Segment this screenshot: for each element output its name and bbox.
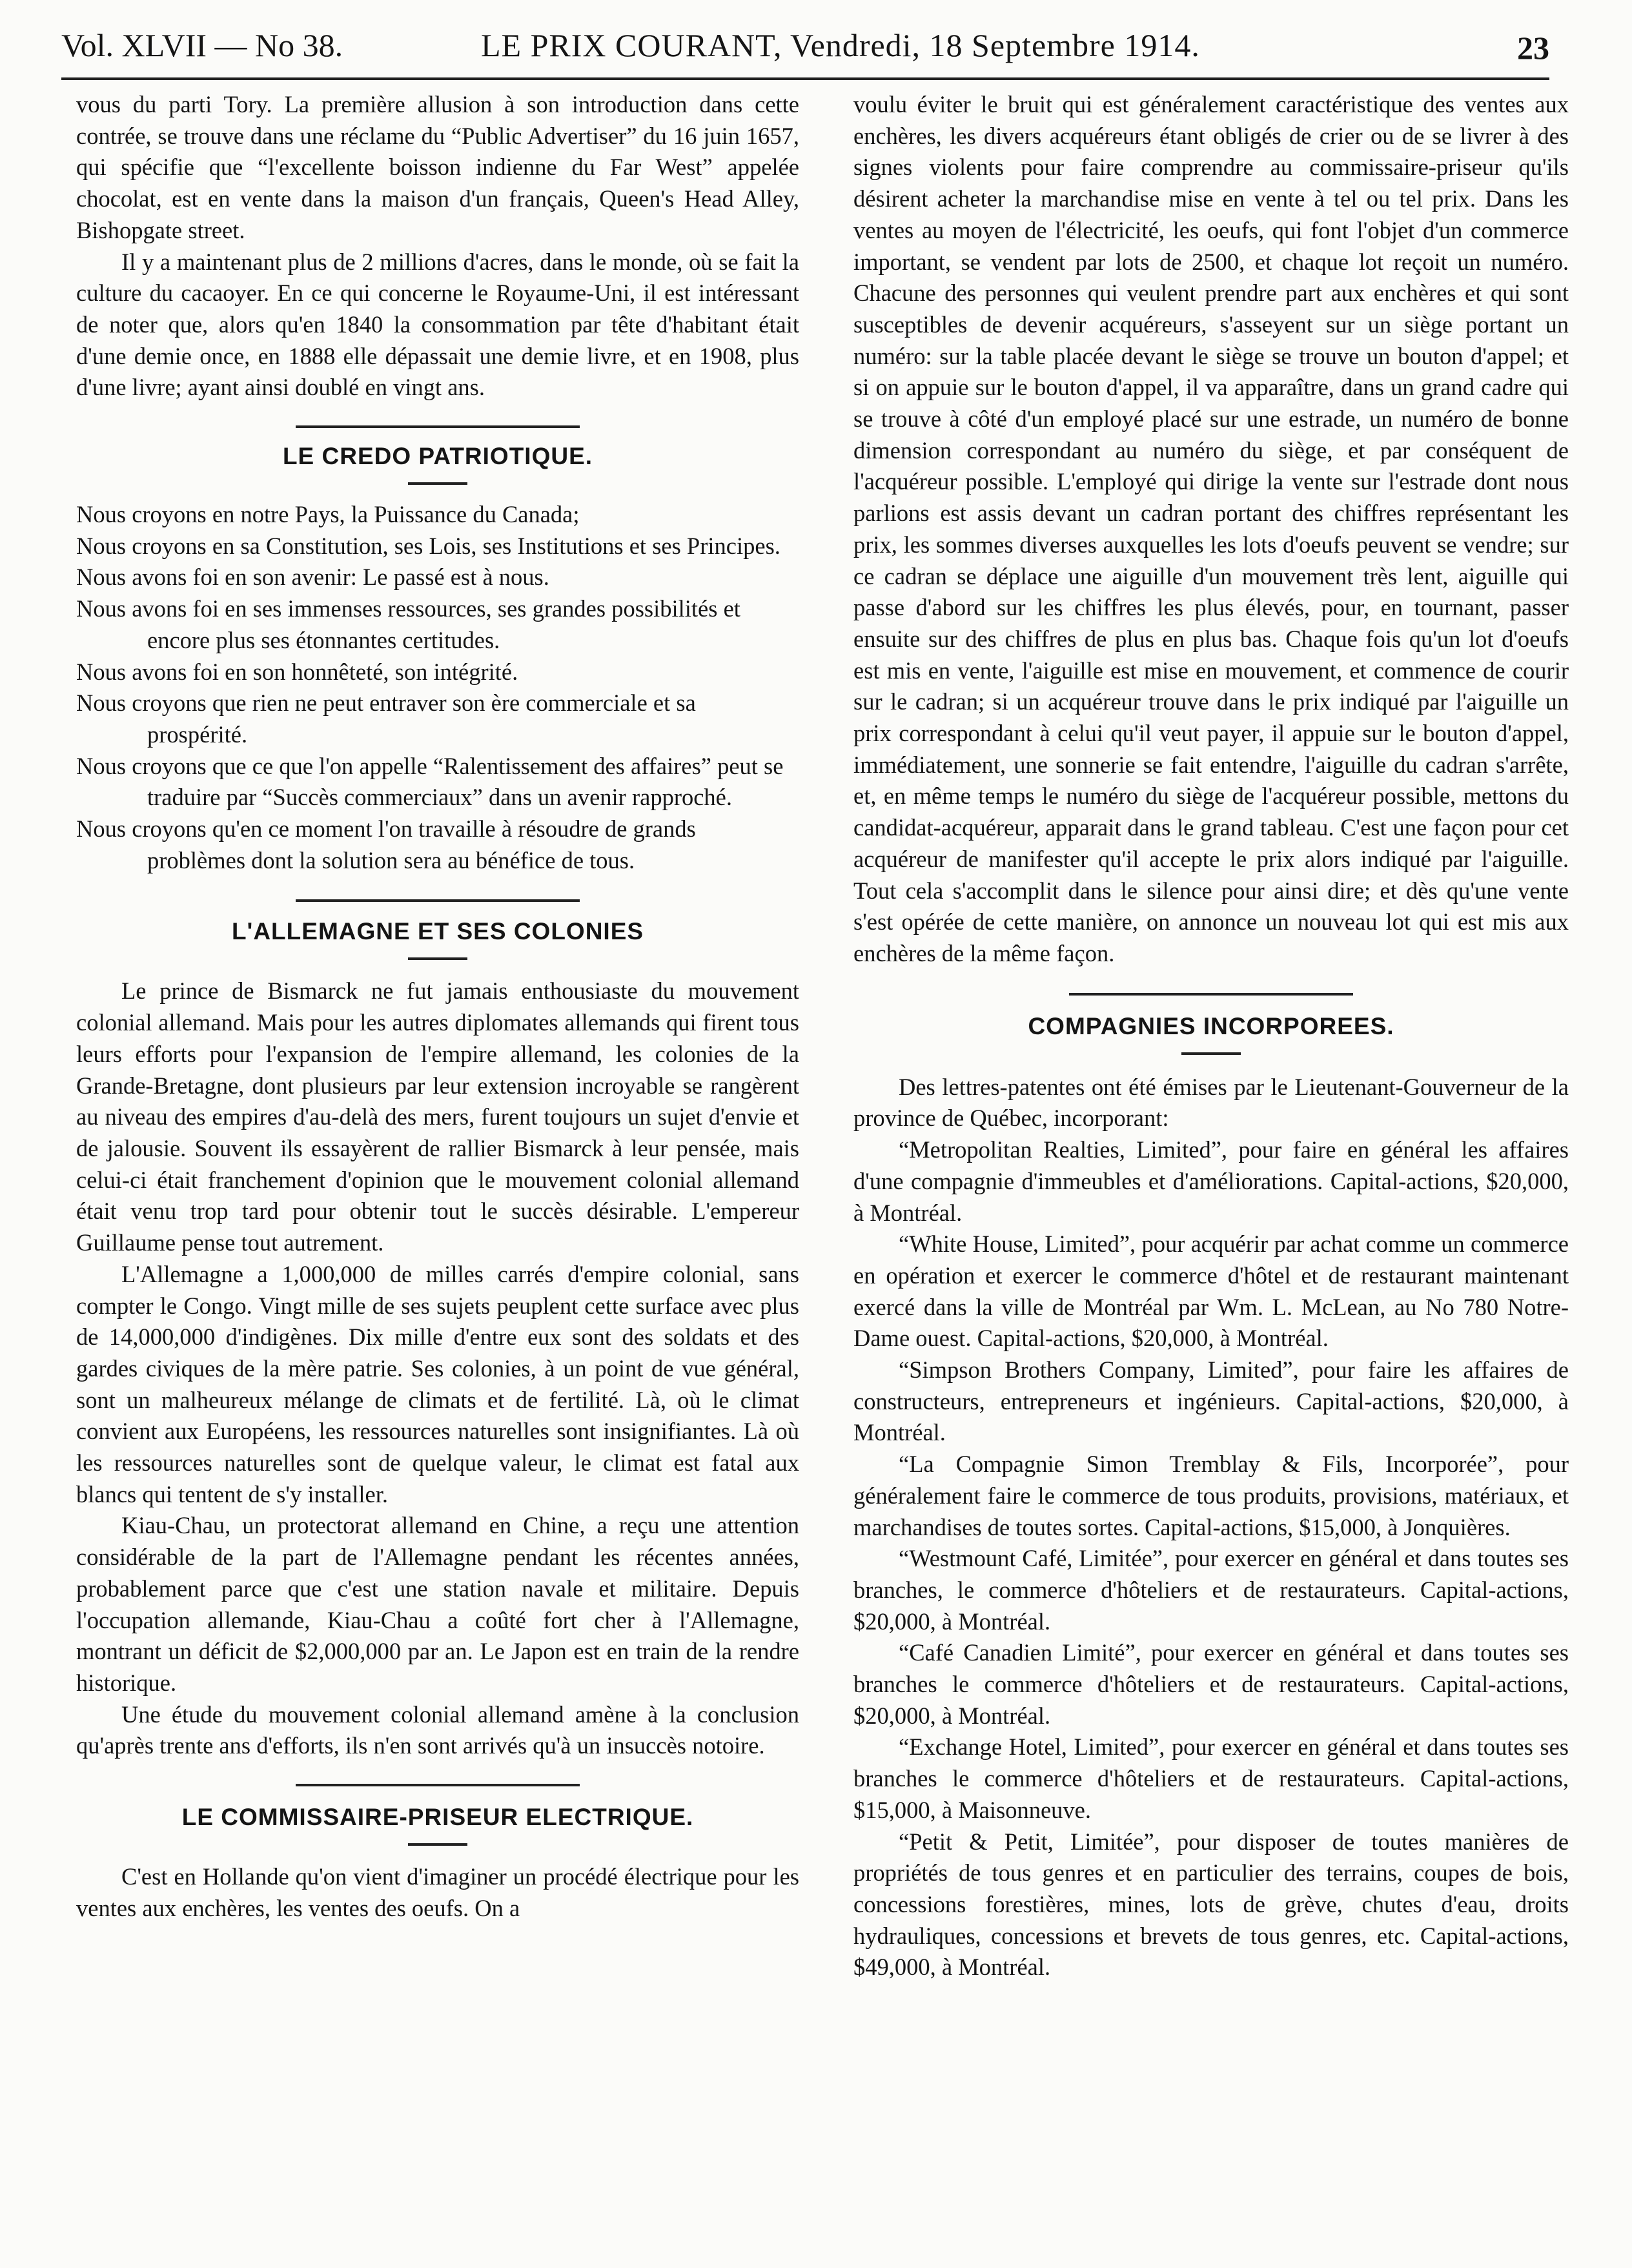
title-underline (408, 482, 467, 485)
credo-item: Nous croyons que ce que l'on appelle “Ralentissement des affaires” peut se traduire par “Succès commerciaux” dans un avenir rapproché. (76, 752, 784, 811)
paragraph: “Exchange Hotel, Limited”, pour exercer en général et dans toutes ses branches le commerce d'hôteliers et de restaurateurs. Capital-actions, $15,000, à Maisonneuve. (853, 1733, 1569, 1823)
paragraph: Il y a maintenant plus de 2 millions d'acres, dans le monde, où se fait la culture du cacaoyer. En ce qui concerne le Royaume-Uni, il est intéressant de noter que, alors qu'en 1840 la consommation par tête d'habitant était d'une demie once, en 1888 elle dépassait une demie livre, et en 1908, plus d'une livre; ayant ainsi doublé en vingt ans. (76, 248, 799, 401)
left-column (76, 89, 799, 1924)
paragraph: Kiau-Chau, un protectorat allemand en Chine, a reçu une attention considérable de la part de l'Allemagne pendant les récentes années, probablement parce que c'est une station navale et militaire. Depuis l'occupation allemande, Kiau-Chau a coûté fort cher à l'Allemagne, montrant un déficit de $2,000,000 par an. Le Japon est en train de la rendre historique. (76, 1512, 799, 1696)
section-divider (296, 899, 580, 902)
paragraph: C'est en Hollande qu'on vient d'imaginer un procédé électrique pour les ventes aux enchères, les ventes des oeufs. On a (76, 1863, 799, 1921)
title-underline (408, 1843, 467, 1846)
paragraph: Une étude du mouvement colonial allemand amène à la conclusion qu'après trente ans d'efforts, ils n'en sont arrivés qu'à un insuccès notoire. (76, 1701, 799, 1759)
masthead-date: LE PRIX COURANT, Vendredi, 18 Septembre 1914. (481, 27, 1200, 63)
paragraph: L'Allemagne a 1,000,000 de milles carrés d'empire colonial, sans compter le Congo. Vingt mille de ses sujets peuplent cette surface avec plus de 14,000,000 d'indigènes. Dix mille d'entre eux sont des soldats et des gardes civiques de la mère patrie. Ses colonies, à un point de vue général, sont un malheureux mélange de climats et de fertilité. Là, où le climat convient aux Européens, les ressources naturelles sont insignifiantes. Là où les ressources naturelles sont de quelque valeur, le climat est fatal aux blancs qui tentent de s'y installer. (76, 1260, 799, 1507)
credo-item: Nous avons foi en son honnêteté, son intégrité. (76, 658, 518, 685)
paragraph: Le prince de Bismarck ne fut jamais enthousiaste du mouvement colonial allemand. Mais pour les autres diplomates allemands qui firent tous leurs efforts pour l'expansion de l'empire allemand, les colonies de la Grande-Bretagne, dont plusieurs par leur extension incroyable se rangèrent au niveau des empires d'au-delà des mers, furent toujours un sujet d'envie et de jalousie. Souvent ils essayèrent de rallier Bismarck à leur pensée, mais celui-ci était franchement d'opinion que le mouvement colonial allemand était venu trop tard pour obtenir tout le succès désirable. L'empereur Guillaume pense tout autrement. (76, 977, 799, 1256)
paragraph: “Metropolitan Realties, Limited”, pour faire en général les affaires d'une compagnie d'immeubles et d'améliorations. Capital-actions, $20,000, à Montréal. (853, 1136, 1569, 1226)
paragraph: Des lettres-patentes ont été émises par le Lieutenant-Gouverneur de la province de Québec, incorporant: (853, 1073, 1569, 1132)
paragraph: “La Compagnie Simon Tremblay & Fils, Incorporée”, pour généralement faire le commerce de tous produits, provisions, matériaux, et marchandises de toutes sortes. Capital-actions, $15,000, à Jonquières. (853, 1451, 1569, 1540)
credo-item: Nous croyons en notre Pays, la Puissance du Canada; (76, 501, 580, 528)
section-title-compagnies: COMPAGNIES INCORPOREES. (1028, 1012, 1394, 1039)
credo-item: Nous croyons en sa Constitution, ses Lois, ses Institutions et ses Principes. (76, 532, 780, 559)
credo-list (76, 499, 799, 876)
section-divider (296, 1784, 580, 1786)
credo-item: Nous croyons que rien ne peut entraver son ère commerciale et sa prospérité. (76, 690, 696, 748)
paragraph: vous du parti Tory. La première allusion à son introduction dans cette contrée, se trouve dans une réclame du “Public Advertiser” du 16 juin 1657, qui spécifie que “l'excellente boisson indienne du Far West” appelée chocolat, est en vente dans la maison d'un français, Queen's Head Alley, Bishopgate street. (76, 91, 799, 243)
page-header (61, 19, 1549, 71)
title-underline (1181, 1052, 1241, 1055)
volume-number: Vol. XLVII — No 38. (61, 27, 343, 63)
title-underline (408, 957, 467, 960)
paragraph: “Simpson Brothers Company, Limited”, pour faire les affaires de constructeurs, entrepreneurs et ingénieurs. Capital-actions, $20,000, à Montréal. (853, 1356, 1569, 1446)
credo-item: Nous avons foi en son avenir: Le passé est à nous. (76, 564, 549, 591)
paragraph: “White House, Limited”, pour acquérir par achat comme un commerce en opération et exercer le commerce d'hôtel et de restaurant maintenant exercé dans la ville de Montréal par Wm. L. McLean, au No 780 Notre-Dame ouest. Capital-actions, $20,000, à Montréal. (853, 1231, 1569, 1352)
credo-item: Nous croyons qu'en ce moment l'on travaille à résoudre de grands problèmes dont la solution sera au bénéfice de tous. (76, 815, 696, 873)
section-title-allemagne: L'ALLEMAGNE ET SES COLONIES (231, 918, 644, 945)
paragraph: voulu éviter le bruit qui est généralement caractéristique des ventes aux enchères, les divers acquéreurs étant obligés de crier ou de se livrer à des signes violents pour faire comprendre au commissaire-priseur qu'ils désirent acheter la marchandise mise en vente à tel ou tel prix. Dans les ventes au moyen de l'électricité, les oeufs, qui font l'objet d'un commerce important, se vendent par lots de 2500, et chaque lot reçoit un numéro. Chacune des personnes qui veulent prendre part aux enchères et qui sont susceptibles de devenir acquéreurs, s'asseyent sur un siège portant un numéro: sur la table placée devant le siège se trouve un bouton d'appel; et si on appuie sur le bouton d'appel, il va apparaître, dans un grand cadre qui se trouve à côté d'un employé placé sur une estrade, un numéro de bonne dimension correspondant au numéro du siège, et par conséquent de l'acquéreur possible. L'employé qui dirige la vente sur l'estrade dont nous parlions est assis devant un cadran portant des chiffres représentant les prix, les sommes diverses auxquelles les lots d'oeufs peuvent se vendre; sur ce cadran se déplace une aiguille d'un mouvement très lent, aiguille qui passe d'abord sur les chiffres les plus élevés, pour, en tournant, passer ensuite sur des chiffres de plus en plus bas. Chaque fois qu'un lot d'oeufs est mis en vente, l'aiguille est mise en mouvement, et commence de courir sur le cadran; si un acquéreur trouve dans le prix indiqué par l'aiguille un prix correspondant à celui qu'il veut payer, il appuie sur le bouton d'appel, immédiatement, une sonnerie se fait entendre, l'aiguille du cadran s'arrête, et, en même temps le numéro du siège de l'acquéreur possible, mettons du candidat-acquéreur, apparait dans le grand tableau. C'est une façon pour cet acquéreur de manifester qu'il accepte le prix alors indiqué par l'aiguille. Tout cela s'accomplit dans le silence pour ainsi dire; et dès qu'une vente s'est opérée de cette manière, on annonce un nouveau lot qui est mis aux enchères de la même façon. (853, 91, 1569, 966)
paragraph: “Café Canadien Limité”, pour exercer en général et dans toutes ses branches le commerce d'hôteliers et de restaurateurs. Capital-actions, $20,000, à Montréal. (853, 1639, 1569, 1729)
page-number: 23 (1517, 30, 1549, 66)
paragraph: “Westmount Café, Limitée”, pour exercer en général et dans toutes ses branches, le commerce d'hôteliers et de restaurateurs. Capital-actions, $20,000, à Montréal. (853, 1545, 1569, 1635)
paragraph: “Petit & Petit, Limitée”, pour disposer de toutes manières de propriétés de tous genres et en particulier des terrains, coupes de bois, concessions forestières, mines, lots de grève, chutes d'eau, droits hydrauliques, concessions et brevets de tous genres, etc. Capital-actions, $49,000, à Montréal. (853, 1828, 1569, 1981)
header-rule (61, 77, 1549, 80)
section-divider (1069, 993, 1353, 996)
credo-item: Nous avons foi en ses immenses ressources, ses grandes possibilités et encore plus ses étonnantes certitudes. (76, 595, 740, 653)
section-title-commissaire: LE COMMISSAIRE-PRISEUR ELECTRIQUE. (181, 1804, 694, 1831)
section-divider (296, 425, 580, 428)
section-title-credo: LE CREDO PATRIOTIQUE. (282, 443, 593, 470)
right-column (853, 89, 1569, 1983)
